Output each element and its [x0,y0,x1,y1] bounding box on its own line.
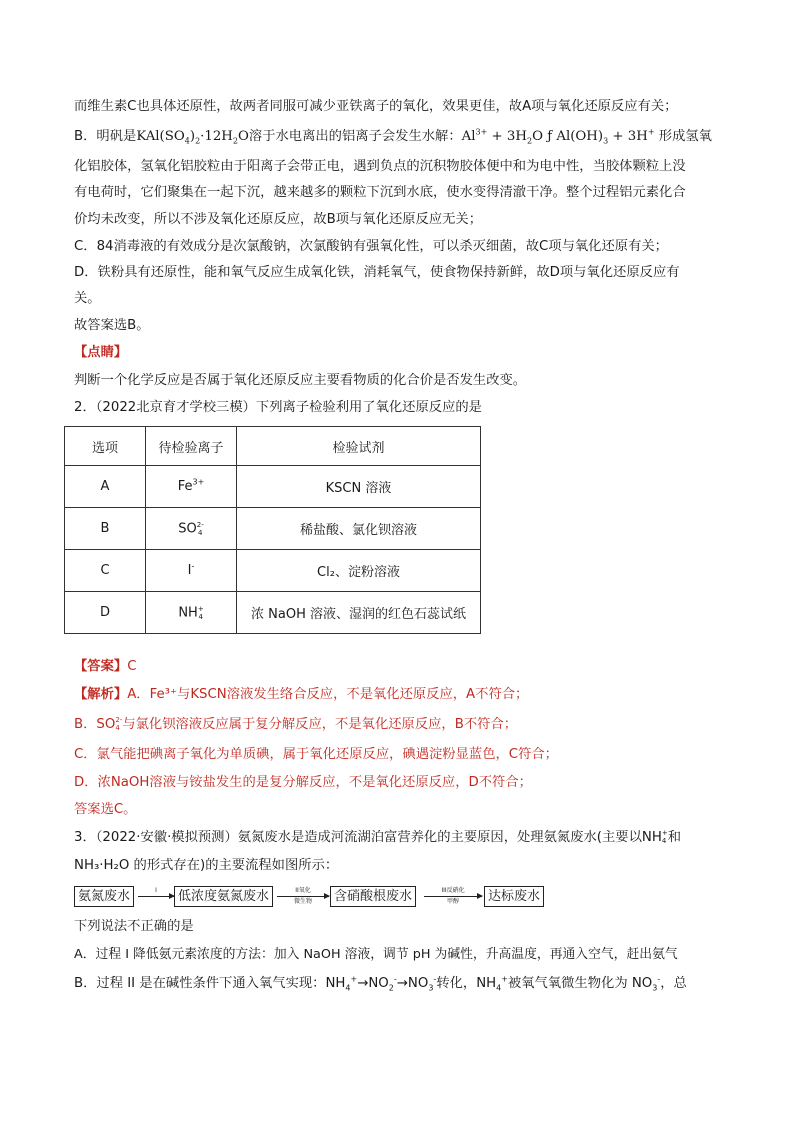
eq-al-sup: 3+ [475,127,488,137]
q2-analysis-a [74,686,734,704]
eq-aloh: O ƒ Al(OH) [532,129,604,144]
row-option: B [65,508,146,550]
alum-sub2: 2 [195,136,201,146]
row-ion [146,508,237,550]
flow-step1-label: I [155,887,157,894]
table-row [65,592,481,634]
q1-lineb-prefix: B．明矾是 [74,129,137,144]
eq-aloh-sub: 3 [603,136,609,146]
ammonium-sub: 4 [661,837,667,845]
flow-arrow-1 [138,896,174,897]
header-option: 选项 [65,427,146,466]
hydrolysis-equation [462,129,655,144]
table-row [65,550,481,592]
ion-sub: 4 [198,612,203,621]
row-reagent: Cl₂、淀粉溶液 [237,550,481,592]
answer-value: C [127,659,137,674]
dianjing-label: 【点睛】 [74,345,128,360]
flow-step3-top: III反硝化 [441,887,465,894]
header-reagent: 检验试剂 [237,427,481,466]
q2-answer [74,658,734,676]
row-ion [146,592,237,634]
alum-sub4: 4 [184,136,190,146]
eq-h-sup: + [647,127,655,137]
q1-line-b [74,128,734,146]
optb-no2: →NO [357,976,389,991]
analysis-b-post: 与氯化钡溶液反应属于复分解反应，不是氧化还原反应，B不符合； [122,717,518,732]
q3-line2: NH₃·H₂O 的形式存在)的主要流程如图所示： [74,858,339,873]
row-ion [146,550,237,592]
flow-step3-bottom: 甲醇 [446,898,459,905]
q2-analysis-b [74,716,734,734]
row-reagent: KSCN 溶液 [237,466,481,508]
flow-arrow-2 [277,896,329,897]
q1-line-6: C．84消毒液的有效成分是次氯酸钠，次氯酸钠有强氧化性，可以杀灭细菌，故C项与氧化还原有关； [74,239,668,254]
row-ion [146,466,237,508]
q1-line-7: D．铁粉具有还原性，能和氧气反应生成氧化铁，消耗氧气，使食物保持新鲜，故D项与氧化还原反应有 [74,265,680,280]
sulfate-sub: 4 [115,724,120,732]
analysis-a-text: A．Fe³⁺与KSCN溶液发生络合反应，不是氧化还原反应，A不符合； [127,687,529,702]
q1-line-9: 故答案选B。 [74,318,150,333]
row-option: C [65,550,146,592]
row-option: A [65,466,146,508]
header-ion: 待检验离子 [146,427,237,466]
flow-step2-top: II氧化 [295,887,311,894]
q2-analysis-c: C．氯气能把碘离子氧化为单质碘，属于氧化还原反应，碘遇淀粉显蓝色，C符合； [74,747,558,762]
ion-symbol: NH [178,605,198,620]
q1-lineb-tail: 形成氢氧 [658,129,712,144]
ion-symbol: SO [178,521,197,536]
ion-charge: - [191,561,195,571]
flow-box-low-concentration: 低浓度氨氮废水 [174,886,273,907]
alum-sub2b: 2 [232,136,238,146]
row-reagent: 稀盐酸、氯化钡溶液 [237,508,481,550]
q3-option-a: A．过程 I 降低氨元素浓度的方法：加入 NaOH 溶液，调节 pH 为碱性，升高温度，再通入空气，赶出氨气 [74,947,678,962]
ammonium-charge: + [661,829,668,837]
alum-o: O [238,129,249,144]
ion-sub: 4 [198,528,203,537]
ion-symbol: Fe [177,479,193,494]
row-reagent: 浓 NaOH 溶液、湿润的红色石蕊试纸 [237,592,481,634]
flow-box-ammonia-wastewater: 氨氮废水 [74,886,134,907]
ion-charge: 2- [196,520,204,529]
process-flow-diagram [74,886,554,908]
dianjing-text: 判断一个化学反应是否属于氧化还原反应主要看物质的化合价是否发生改变。 [74,373,527,388]
eq-h: + 3H [612,129,648,144]
eq-al: Al [461,129,476,144]
q3-title [74,829,734,847]
sulfate-charge: 2- [115,716,123,724]
row-option: D [65,592,146,634]
analysis-label: 【解析】 [74,687,128,702]
q1-line-4: 有电荷时，它们聚集在一起下沉，越来越多的颗粒下沉到水底，使水变得清澈干净。整个过程铝元素化合 [74,185,686,200]
q1-lineb-text: 溶于水电离出的铝离子会发生水解： [248,129,462,144]
answer-label: 【答案】 [74,659,128,674]
optb-pre: B．过程 II 是在碱性条件下通入氧气实现：NH [74,976,346,991]
ion-stack [197,521,204,537]
eq-h2o: + 3H [491,129,527,144]
q3-title-post: 和 [667,830,681,845]
ion-stack [198,605,204,621]
ion-symbol: I [187,563,192,578]
optb-mid2: 被氧气氧微生物化为 NO [507,976,653,991]
table-row [65,466,481,508]
q3-option-b: B．过程 II 是在碱性条件下通入氧气实现：$NH_4^+\to NO_2^-\to NO_3^-$转化，$NH_4^+$被氧气氧微生物化为 $NO_3^-$，总 [74,974,687,993]
analysis-b-pre: B．SO [74,717,116,732]
alum-formula: $KAl(SO_4)_2\cdot 12H_2O$ [136,129,249,146]
flow-arrow-3 [424,896,482,897]
table-row [65,508,481,550]
q2-options-table [64,426,481,634]
optb-no3: →NO [396,976,429,991]
ion-charge: 3+ [192,477,205,487]
q3-question: 下列说法不正确的是 [74,919,194,934]
q1-line-1: 而维生素C也具体还原性，故两者同服可减少亚铁离子的氧化，效果更佳，故A项与氧化还原反应有关； [74,99,678,114]
alum-formula-main: KAl(SO [136,129,185,144]
optb-mid: 转化，NH [436,976,497,991]
q1-line-3: 化铝胶体，氢氧化铝胶粒由于阳离子会带正电，遇到负点的沉积物胶体便中和为电中性，当胶体颗粒上没 [74,159,686,174]
ion-charge: + [197,604,204,613]
q1-line-5: 价均未改变，所以不涉及氧化还原反应，故B项与氧化还原反应无关； [74,212,483,227]
eq-h2o-sub: 2 [526,136,533,146]
flow-step2-bottom: 微生物 [293,898,312,905]
q1-line-8: 关。 [74,291,101,306]
q2-analysis-d: D．浓NaOH溶液与铵盐发生的是复分解反应，不是氧化还原反应，D不符合； [74,775,532,790]
q3-title-pre: 3．（2022·安徽·模拟预测）氨氮废水是造成河流湖泊富营养化的主要原因，处理氨氮废水(主要以NH [74,830,662,845]
alum-hydrate: ·12H [200,129,233,144]
optb-tail: ，总 [660,976,687,991]
q2-conclusion: 答案选C。 [74,802,137,817]
q2-title: 2．（2022北京育才学校三模）下列离子检验利用了氧化还原反应的是 [74,400,482,415]
table-header-row [65,427,481,466]
flow-box-compliant-wastewater: 达标废水 [484,886,544,907]
flow-box-nitrate-wastewater: 含硝酸根废水 [330,886,416,907]
